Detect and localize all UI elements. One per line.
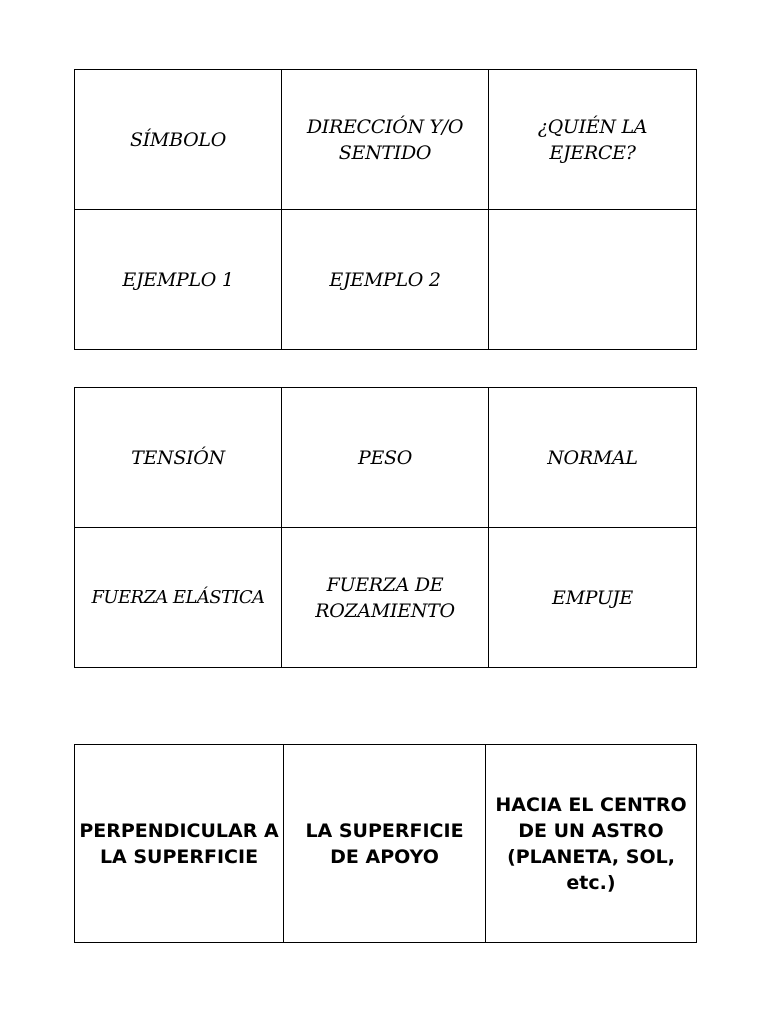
- card-label: TENSIÓN: [131, 446, 225, 469]
- card-simbolo: [75, 70, 282, 210]
- card-label: FUERZA DE ROZAMIENTO: [315, 573, 455, 622]
- card-row: [75, 528, 697, 668]
- card-perpendicular: [75, 745, 284, 943]
- card-normal: [489, 388, 697, 528]
- card-superficie-apoyo: [284, 745, 486, 943]
- card-grid-answers: [74, 744, 697, 943]
- card-label: SÍMBOLO: [130, 128, 226, 151]
- card-quien-la-ejerce: [489, 70, 697, 210]
- card-tension: [75, 388, 282, 528]
- card-label: HACIA EL CENTRO DE UN ASTRO (PLANETA, SOL, etc.): [495, 793, 687, 894]
- card-label: NORMAL: [547, 446, 638, 469]
- card-label: EJEMPLO 2: [329, 268, 441, 291]
- card-label: DIRECCIÓN Y/O SENTIDO: [306, 115, 464, 164]
- card-label: EJEMPLO 1: [122, 268, 234, 291]
- card-label: FUERZA ELÁSTICA: [91, 586, 265, 608]
- card-peso: [282, 388, 489, 528]
- card-label: PESO: [357, 446, 413, 469]
- card-label: PERPENDICULAR A LA SUPERFICIE: [79, 819, 279, 868]
- card-row: [75, 70, 697, 210]
- card-grid-categories: [74, 69, 697, 350]
- card-row: [75, 388, 697, 528]
- card-ejemplo-1: [75, 210, 282, 350]
- card-label: EMPUJE: [552, 586, 633, 609]
- card-grid-forces: [74, 387, 697, 668]
- card-fuerza-elastica: [75, 528, 282, 668]
- card-direccion: [282, 70, 489, 210]
- card-ejemplo-2: [282, 210, 489, 350]
- card-fuerza-rozamiento: [282, 528, 489, 668]
- card-row: [75, 210, 697, 350]
- card-label: LA SUPERFICIE DE APOYO: [305, 819, 464, 868]
- card-empuje: [489, 528, 697, 668]
- card-row: [75, 745, 697, 943]
- card-empty: [489, 210, 697, 350]
- card-hacia-el-centro: [486, 745, 697, 943]
- card-label: ¿QUIÉN LA EJERCE?: [537, 115, 648, 164]
